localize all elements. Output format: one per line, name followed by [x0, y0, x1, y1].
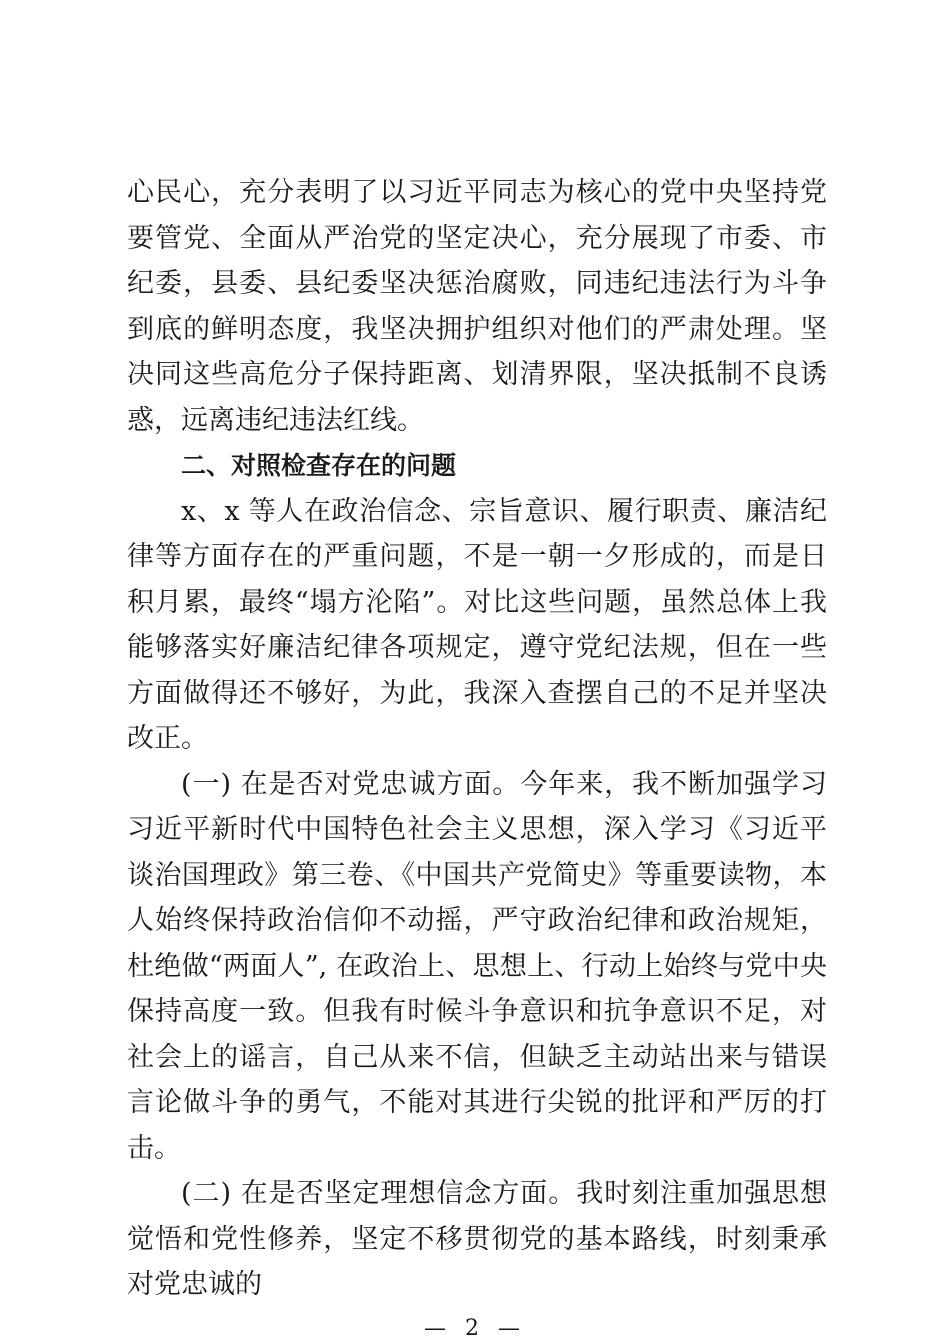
item-two-lead: (二) 在是否坚定理想信念方面。 — [181, 1178, 577, 1209]
page-number: — 2 — — [424, 1316, 526, 1341]
paragraph-item-one — [127, 762, 827, 1172]
item-two-body: 我时刻注重加强思想觉悟和党性修养，坚定不移贯彻党的基本路线，时刻秉承对党忠诚的 — [127, 1178, 828, 1300]
section-heading: 二、对照检查存在的问题 — [181, 451, 457, 480]
paragraph-continuation: 心民心，充分表明了以习近平同志为核心的党中央坚持党要管党、全面从严治党的坚定决心，充分展现了市委、市纪委，县委、县纪委坚决惩治腐败，同违纪违法行为斗争到底的鲜明态度，我坚决拥护组织对他们的严肃处理。坚决同这些高危分子保持距离、划清界限，坚决抵制不良诱惑，远离违纪违法红线。 — [127, 177, 827, 436]
paragraph-section-intro: x、x 等人在政治信念、宗旨意识、履行职责、廉洁纪律等方面存在的严重问题，不是一朝一夕形成的，而是日积月累，最终“塌方沦陷”。对比这些问题，虽然总体上我能够落实好廉洁纪律各项规定，遵守党纪法规，但在一些方面做得还不够好，为此，我深入查摆自己的不足并坚决改正。 — [127, 495, 827, 754]
item-one-lead: (一) 在是否对党忠诚方面。 — [181, 768, 521, 800]
body-text — [127, 170, 827, 1308]
paragraph-item-two — [127, 1171, 827, 1308]
item-one-body: 今年来，我不断加强学习习近平新时代中国特色社会主义思想，深入学习《习近平谈治国理政》第三卷、《中国共产党简史》等重要读物，本人始终保持政治信仰不动摇，严守政治纪律和政治规矩，杜绝做“两面人”, 在政治上、思想上、行动上始终与党中央保持高度一致。但我有时候斗争意识和抗争意识不足，对社会上的谣言，自己从来不信，但缺乏主动站出来与错误言论做斗争的勇气，不能对其进行尖锐的批评和严厉的打击。 — [127, 768, 827, 1164]
